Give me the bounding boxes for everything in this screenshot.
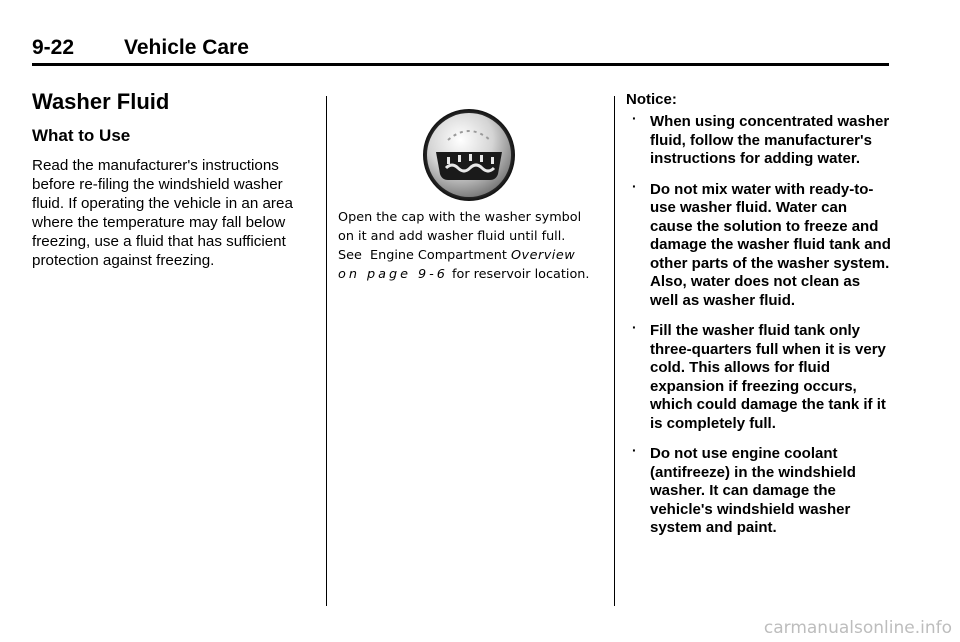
header-rule	[32, 63, 889, 66]
bullet-icon: ·	[632, 319, 637, 335]
notice-item	[626, 177, 891, 311]
bullet-icon: ·	[632, 177, 637, 194]
washer-instructions	[338, 208, 600, 284]
chapter-title: Vehicle Care	[124, 36, 249, 59]
column-divider	[326, 96, 327, 606]
notice-list	[626, 110, 891, 538]
page-number: 9-22	[32, 36, 75, 59]
section-title: Washer Fluid	[32, 89, 170, 114]
column-divider	[614, 96, 615, 606]
notice-item	[626, 442, 891, 538]
washer-fluid-icon	[422, 108, 516, 202]
instruction-text: Open the cap with the washer symbol on it and add washer fluid until full. See Engine Compartment	[338, 210, 582, 263]
notice-item-text: Do not mix water with ready-to-use washer fluid. Water can cause the solution to freeze and damage the washer fluid tank and other parts of the washer system. Also, water does not clean as well as washer fluid.	[650, 180, 891, 309]
subsection-title: What to Use	[32, 126, 131, 145]
body-paragraph: Read the manufacturer's instructions before re-filing the windshield washer fluid. If operating the vehicle in an area where the temperature may fall below freezing, use a fluid that has sufficient protection against freezing.	[32, 157, 293, 269]
instruction-text-end: for reservoir location.	[447, 267, 590, 282]
column-right	[626, 90, 891, 550]
notice-item	[626, 110, 891, 169]
watermark: carmanualsonline.info	[763, 618, 952, 638]
column-left	[32, 90, 317, 270]
notice-item	[626, 319, 891, 433]
link-title[interactable]: Overview	[510, 248, 576, 263]
notice-item-text: When using concentrated washer fluid, follow the manufacturer's instructions for adding water.	[650, 113, 890, 167]
link-page-label[interactable]: on page 9-6	[338, 267, 448, 282]
page-header	[32, 36, 249, 60]
bullet-icon: ·	[632, 110, 637, 126]
bullet-icon: ·	[632, 442, 637, 458]
notice-item-text: Fill the washer fluid tank only three-quarters full when it is very cold. This allows for fluid expansion if freezing occurs, which could damage the tank if it is completely full.	[650, 322, 886, 432]
notice-title: Notice:	[626, 91, 677, 108]
notice-item-text: Do not use engine coolant (antifreeze) in the windshield washer. It can damage the vehicle's windshield washer system and paint.	[650, 445, 856, 536]
